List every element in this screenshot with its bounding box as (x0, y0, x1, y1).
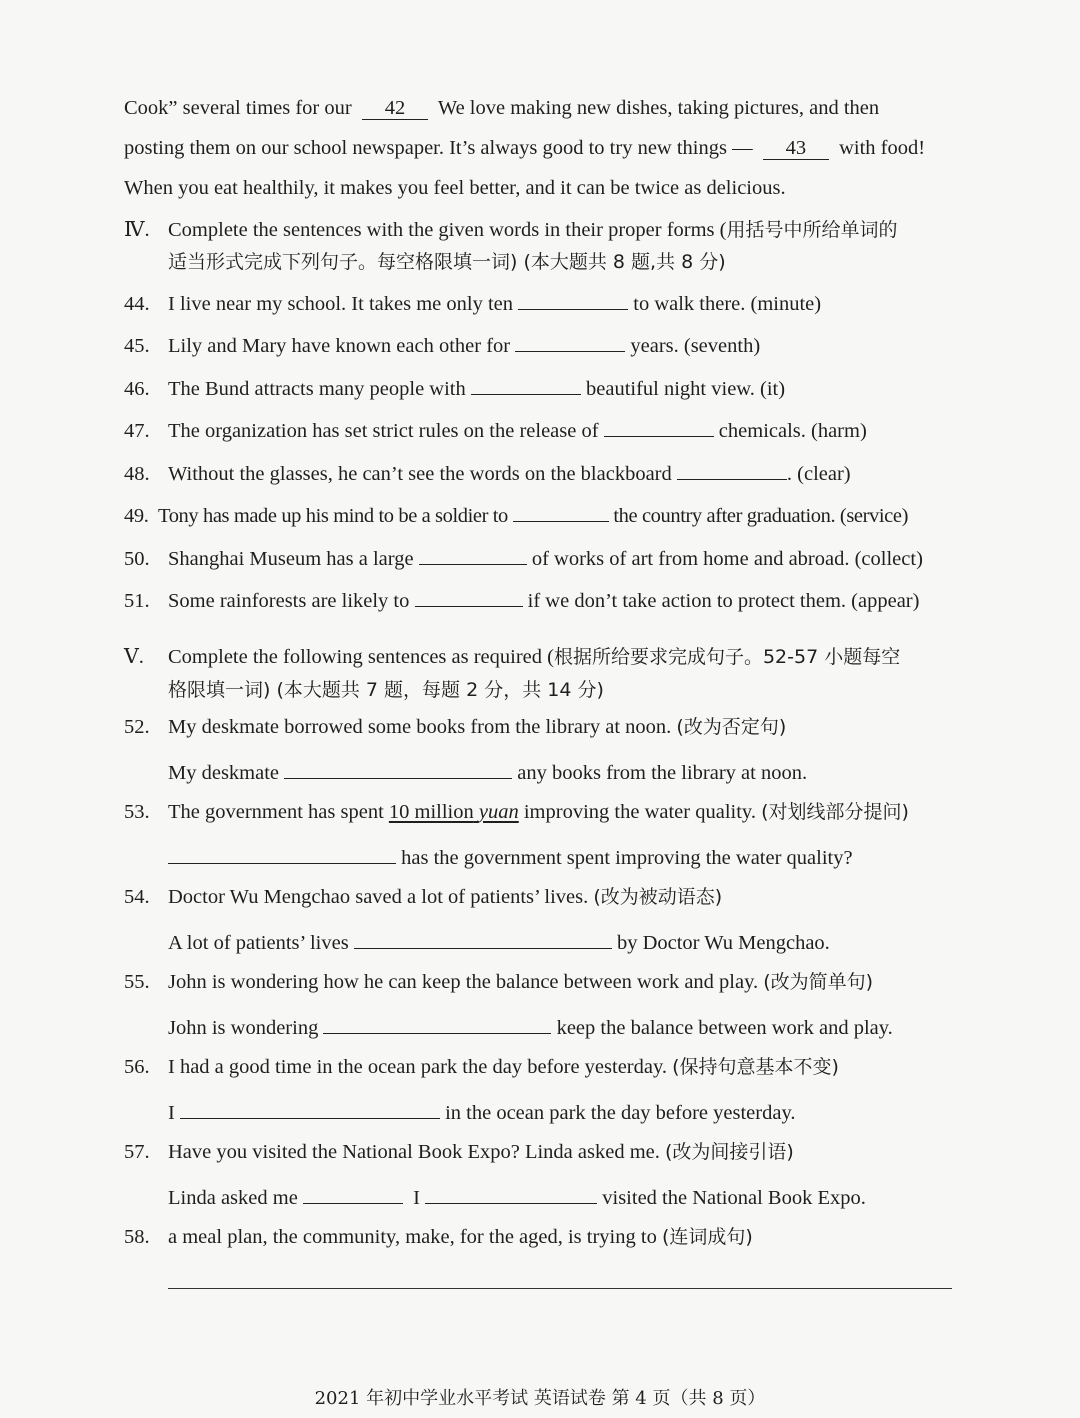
section-4-numeral: Ⅳ. (124, 219, 150, 241)
question-text: . (clear) (786, 463, 851, 485)
question-text: if we don’t take action to protect them. (appear) (527, 590, 920, 612)
question-text: The government has spent (168, 801, 384, 823)
question-number: 46. (124, 378, 150, 400)
answer-blank[interactable] (284, 756, 512, 779)
section-title-cn: 格限填一词) (本大题共 7 题，每题 2 分，共 14 分) (168, 679, 604, 701)
question-text: I had a good time in the ocean park the day before yesterday. (168, 1056, 668, 1078)
question-48 (124, 457, 851, 488)
answer-blank[interactable] (180, 1096, 440, 1119)
question-number: 49. (124, 505, 149, 527)
question-number: 56. (124, 1056, 150, 1078)
question-text: Some rainforests are likely to (168, 590, 410, 612)
question-text: The organization has set strict rules on the release of (168, 420, 599, 442)
question-text: years. (seventh) (630, 335, 761, 357)
passage-text: with food! (839, 137, 926, 159)
section-title-cn: 用括号中所给单词的 (726, 219, 898, 241)
question-number: 52. (124, 716, 150, 738)
answer-text: A lot of patients’ lives (168, 932, 349, 954)
answer-52 (168, 756, 807, 787)
answer-text: I (168, 1102, 175, 1124)
answer-text: by Doctor Wu Mengchao. (616, 932, 830, 954)
section-title-text: Complete the following sentences as required ( (168, 646, 554, 668)
answer-text: has the government spent improving the water quality? (401, 847, 853, 869)
question-56 (124, 1053, 839, 1081)
passage-text: We love making new dishes, taking pictures, and then (437, 97, 880, 119)
answer-blank[interactable] (471, 372, 581, 395)
question-44 (124, 287, 821, 318)
question-45 (124, 329, 760, 360)
question-text: John is wondering how he can keep the balance between work and play. (168, 971, 759, 993)
section-title-text: Complete the sentences with the given words in their proper forms ( (168, 219, 727, 241)
question-number: 44. (124, 293, 150, 315)
section-5-title-line-1 (168, 643, 900, 671)
question-53 (124, 798, 909, 826)
page-footer: 2021 年初中学业水平考试 英语试卷 第 4 页（共 8 页） (314, 1388, 766, 1409)
answer-blank[interactable] (604, 414, 714, 437)
answer-text: Linda asked me (168, 1187, 298, 1209)
answer-text: John is wondering (168, 1017, 319, 1039)
question-number: 45. (124, 335, 150, 357)
answer-53 (168, 841, 853, 872)
question-text: chemicals. (harm) (718, 420, 867, 442)
answer-blank[interactable] (323, 1011, 551, 1034)
section-5-title-line-2 (168, 676, 604, 704)
section-title-cn: 本大题共 8 题,共 8 分) (530, 251, 726, 273)
question-text: Have you visited the National Book Expo? Linda asked me. (168, 1141, 660, 1163)
passage-line-3: When you eat healthily, it makes you feel better, and it can be twice as delicious. (124, 177, 786, 199)
underlined-text: yuan (478, 801, 519, 823)
question-text: Without the glasses, he can’t see the words on the blackboard (168, 463, 672, 485)
question-47 (124, 414, 867, 445)
question-55 (124, 968, 873, 996)
question-text: the country after graduation. (service) (613, 505, 908, 527)
question-46 (124, 372, 785, 403)
question-54 (124, 883, 722, 911)
answer-blank[interactable] (419, 542, 527, 565)
question-text: My deskmate borrowed some books from the library at noon. (168, 716, 672, 738)
answer-blank[interactable] (425, 1181, 597, 1204)
section-title-cn: 适当形式完成下列句子。每空格限填一词) ( (168, 251, 531, 273)
answer-blank[interactable] (168, 841, 396, 864)
question-text: of works of art from home and abroad. (collect) (531, 548, 923, 570)
question-51 (124, 584, 919, 615)
answer-55 (168, 1011, 893, 1042)
question-number: 50. (124, 548, 150, 570)
question-number: 54. (124, 886, 150, 908)
answer-text: any books from the library at noon. (517, 762, 808, 784)
passage-text: Cook” several times for our (124, 97, 352, 119)
answer-blank[interactable] (513, 499, 609, 522)
question-number: 48. (124, 463, 150, 485)
question-text: Shanghai Museum has a large (168, 548, 414, 570)
question-requirement: (改为被动语态) (593, 886, 723, 908)
answer-blank[interactable] (415, 584, 523, 607)
passage-line-2 (124, 134, 925, 162)
passage-text: posting them on our school newspaper. It’s always good to try new things — (124, 137, 753, 159)
question-text: improving the water quality. (523, 801, 756, 823)
question-number: 55. (124, 971, 150, 993)
question-number: 58. (124, 1226, 150, 1248)
question-57 (124, 1138, 794, 1166)
question-52 (124, 713, 786, 741)
underlined-phrase (389, 801, 519, 823)
question-requirement: (改为间接引语) (665, 1141, 794, 1163)
question-text: I live near my school. It takes me only ten (168, 293, 513, 315)
section-title-cn: 根据所给要求完成句子。52-57 小题每空 (553, 646, 901, 668)
answer-text: visited the National Book Expo. (602, 1187, 866, 1209)
question-requirement: (改为简单句) (763, 971, 874, 993)
section-5-numeral: Ⅴ. (124, 646, 144, 668)
question-number: 51. (124, 590, 150, 612)
question-number: 53. (124, 801, 150, 823)
answer-blank[interactable] (518, 287, 628, 310)
question-text: to walk there. (minute) (633, 293, 822, 315)
question-text: Tony has made up his mind to be a soldier to (158, 505, 508, 527)
answer-text: My deskmate (168, 762, 280, 784)
answer-54 (168, 926, 830, 957)
question-text: a meal plan, the community, make, for the aged, is trying to (168, 1226, 657, 1248)
question-text: beautiful night view. (it) (586, 378, 786, 400)
question-50 (124, 542, 923, 573)
question-requirement: (连词成句) (661, 1226, 753, 1248)
question-number: 57. (124, 1141, 150, 1163)
answer-blank[interactable] (677, 457, 787, 480)
answer-56 (168, 1096, 796, 1127)
answer-text: in the ocean park the day before yesterday. (445, 1102, 796, 1124)
question-49 (124, 499, 908, 530)
answer-blank[interactable] (515, 329, 625, 352)
answer-blank[interactable] (303, 1181, 403, 1204)
question-number: 47. (124, 420, 150, 442)
passage-line-1 (124, 94, 879, 122)
answer-text: I (413, 1187, 420, 1209)
section-4-title-line-2 (168, 248, 726, 276)
answer-text: keep the balance between work and play. (556, 1017, 893, 1039)
question-text: Lily and Mary have known each other for (168, 335, 511, 357)
blank-43[interactable]: 43 (763, 137, 829, 160)
answer-blank[interactable] (354, 926, 612, 949)
question-requirement: (改为否定句) (676, 716, 787, 738)
question-text: Doctor Wu Mengchao saved a lot of patients’ lives. (168, 886, 589, 908)
answer-line-58[interactable] (168, 1288, 952, 1289)
blank-42[interactable]: 42 (362, 97, 428, 120)
question-requirement: (保持句意基本不变) (672, 1056, 839, 1078)
section-4-title-line-1 (168, 216, 898, 244)
question-text: The Bund attracts many people with (168, 378, 466, 400)
answer-57 (168, 1181, 866, 1212)
question-requirement: (对划线部分提问) (761, 801, 909, 823)
question-58 (124, 1223, 753, 1251)
underlined-text: 10 million (388, 801, 474, 823)
